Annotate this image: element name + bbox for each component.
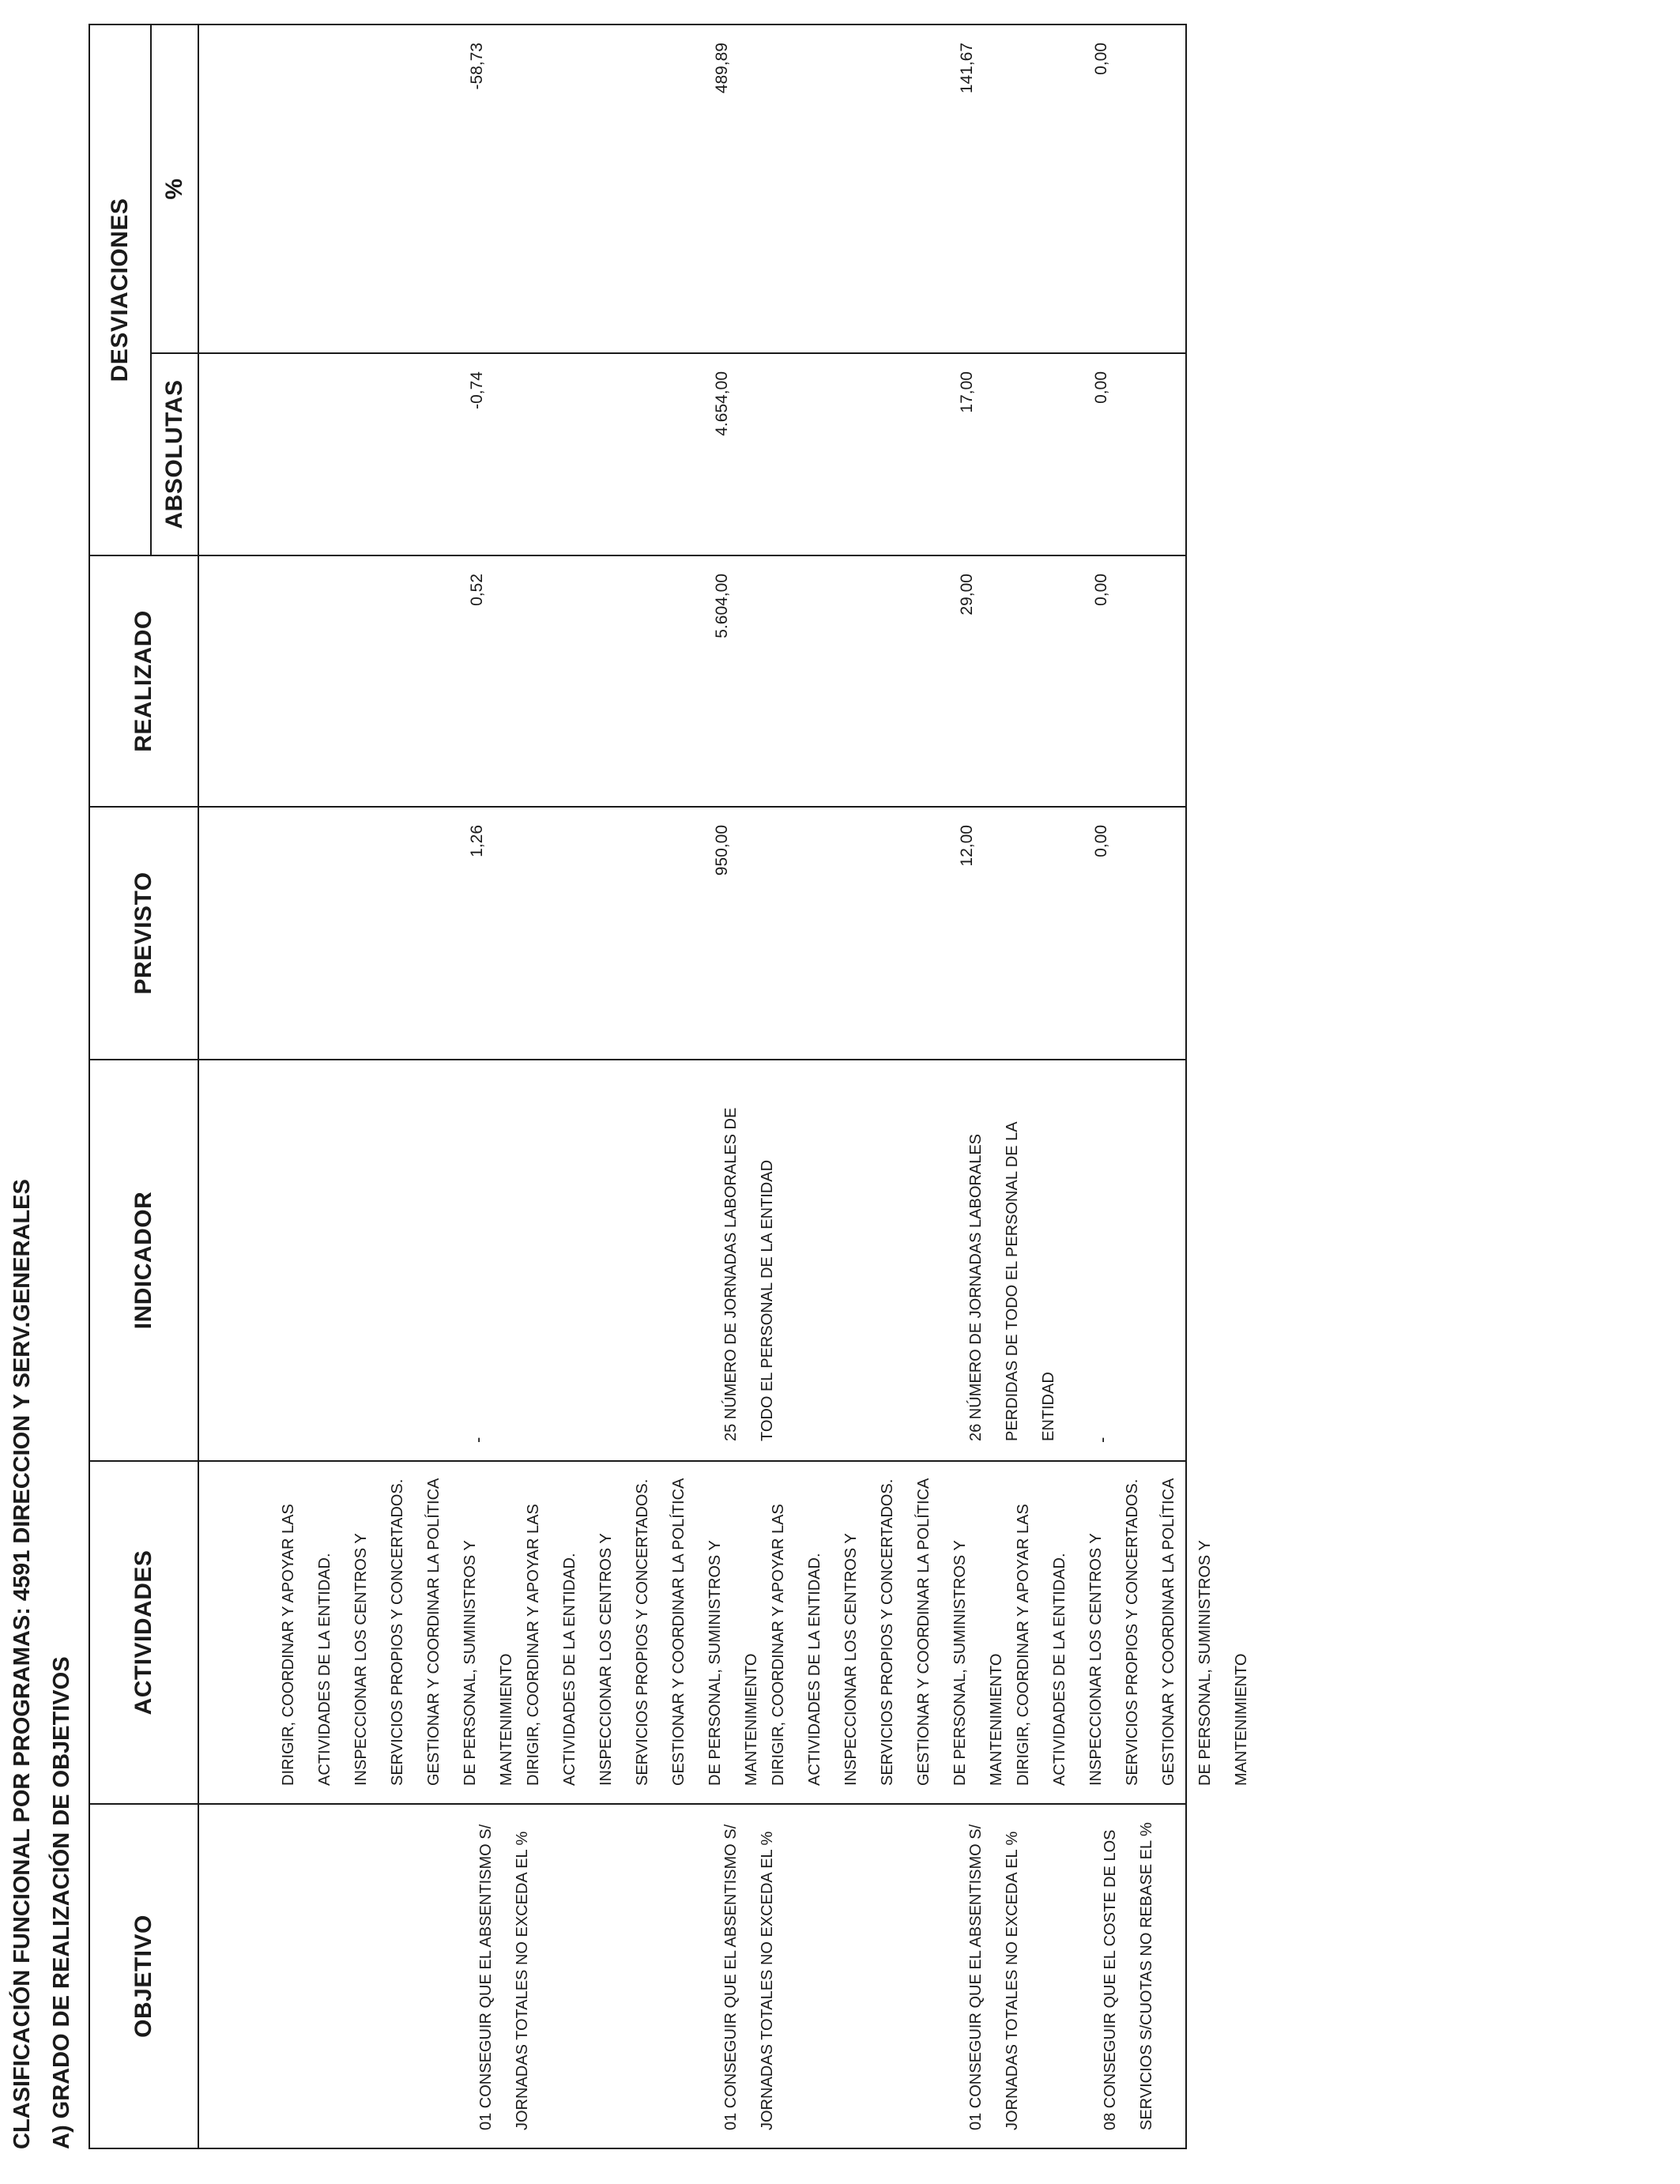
porcentaje-column: [198, 24, 1186, 353]
indicador-column: [198, 1060, 1186, 1461]
header-porcentaje: %: [151, 24, 198, 353]
realizado-column: [198, 555, 1186, 807]
table-row-4-objetivo: 08 CONSEGUIR QUE EL COSTE DE LOS SERVICIOS S/CUOTAS NO REBASE EL %: [1102, 1822, 1155, 2130]
table-row-1-previsto: 1,26: [468, 825, 486, 857]
header-desviaciones: DESVIACIONES: [89, 24, 151, 555]
document-subtitle: A) GRADO DE REALIZACIÓN DE OBJETIVOS: [49, 1656, 74, 2149]
header-indicador: INDICADOR: [89, 1060, 198, 1461]
objetivo-column: [198, 1804, 1186, 2148]
table-row-1-absolutas: -0,74: [468, 371, 486, 409]
table-row-2-porcentaje: 489,89: [713, 43, 731, 94]
table-row-3-indicador: 26 NÚMERO DE JORNADAS LABORALES PERDIDAS DE TODO EL PERSONAL DE LA ENTIDAD: [967, 1122, 1057, 1441]
table-row-3-realizado: 29,00: [958, 574, 976, 616]
table-row-1-indicador: -: [468, 1437, 488, 1443]
table-row-2-previsto: 950,00: [713, 825, 731, 876]
table-row-1-realizado: 0,52: [468, 574, 486, 606]
header-realizado: REALIZADO: [89, 555, 198, 807]
table-row-3-actividades: DIRIGIR, COORDINAR Y APOYAR LAS ACTIVIDADES DE LA ENTIDAD. INSPECCIONAR LOS CENTROS Y SERVICIOS PROPIOS Y CONCERTADOS. GESTIONAR Y COORDINAR LA POLÍTICA DE PERSONAL, SUMINISTROS Y MANTENIMIENTO: [770, 1478, 1005, 1786]
previsto-column: [198, 807, 1186, 1060]
table-row-4-previsto: 0,00: [1092, 825, 1110, 857]
table-row-4-absolutas: 0,00: [1092, 371, 1110, 404]
absolutas-column: [198, 353, 1186, 555]
table-row-2-objetivo: 01 CONSEGUIR QUE EL ABSENTISMO S/ JORNADAS TOTALES NO EXCEDA EL %: [722, 1824, 776, 2130]
table-row-2-actividades: DIRIGIR, COORDINAR Y APOYAR LAS ACTIVIDADES DE LA ENTIDAD. INSPECCIONAR LOS CENTROS Y SERVICIOS PROPIOS Y CONCERTADOS. GESTIONAR Y COORDINAR LA POLÍTICA DE PERSONAL, SUMINISTROS Y MANTENIMIENTO: [525, 1478, 760, 1786]
table-row-3-porcentaje: 141,67: [958, 43, 976, 94]
table-body: [198, 24, 1186, 2148]
table-row-2-indicador: 25 NÚMERO DE JORNADAS LABORALES DE TODO EL PERSONAL DE LA ENTIDAD: [722, 1107, 776, 1441]
table-row-2-absolutas: 4.654,00: [713, 371, 731, 436]
table-row-3-previsto: 12,00: [958, 825, 976, 867]
header-previsto: PREVISTO: [89, 807, 198, 1060]
document-title: CLASIFICACIÓN FUNCIONAL POR PROGRAMAS: 4591 DIRECCION Y SERV.GENERALES: [9, 1179, 35, 2149]
table-row-4-actividades: DIRIGIR, COORDINAR Y APOYAR LAS ACTIVIDADES DE LA ENTIDAD. INSPECCIONAR LOS CENTROS Y SERVICIOS PROPIOS Y CONCERTADOS. GESTIONAR Y COORDINAR LA POLÍTICA DE PERSONAL, SUMINISTROS Y MANTENIMIENTO: [1015, 1478, 1250, 1786]
objectives-table: [89, 24, 1250, 2149]
header-objetivo: OBJETIVO: [89, 1804, 198, 2148]
table-row-4-realizado: 0,00: [1092, 574, 1110, 606]
header-absolutas: ABSOLUTAS: [151, 353, 198, 555]
table-row-1-objetivo: 01 CONSEGUIR QUE EL ABSENTISMO S/ JORNADAS TOTALES NO EXCEDA EL %: [477, 1824, 531, 2130]
table-row-1-actividades: DIRIGIR, COORDINAR Y APOYAR LAS ACTIVIDADES DE LA ENTIDAD. INSPECCIONAR LOS CENTROS Y SERVICIOS PROPIOS Y CONCERTADOS. GESTIONAR Y COORDINAR LA POLÍTICA DE PERSONAL, SUMINISTROS Y MANTENIMIENTO: [280, 1478, 515, 1786]
table-row-1-porcentaje: -58,73: [468, 43, 486, 90]
table-row-4-indicador: -: [1092, 1437, 1112, 1443]
table-row-3-absolutas: 17,00: [958, 371, 976, 413]
table-row-4-porcentaje: 0,00: [1092, 43, 1110, 75]
table-row-2-realizado: 5.604,00: [713, 574, 731, 638]
table-row-3-objetivo: 01 CONSEGUIR QUE EL ABSENTISMO S/ JORNADAS TOTALES NO EXCEDA EL %: [967, 1824, 1021, 2130]
actividades-column: [198, 1461, 1250, 1804]
header-actividades: ACTIVIDADES: [89, 1461, 198, 1804]
